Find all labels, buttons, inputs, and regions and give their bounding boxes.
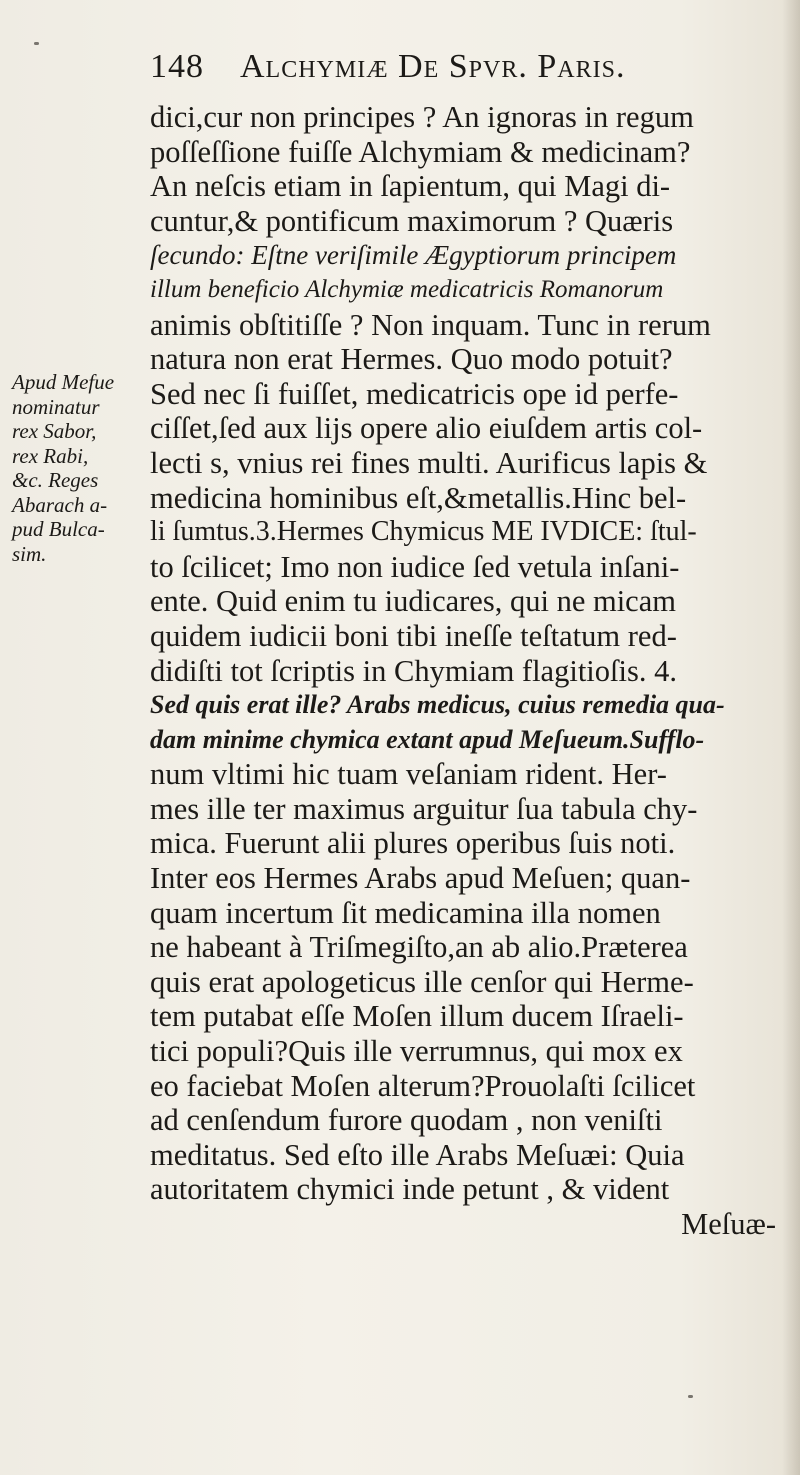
- margin-note-line: Abarach a-: [12, 492, 108, 517]
- text-line: ciſſet,ſed aux lijs opere alio eiuſdem artis col-: [150, 411, 703, 446]
- text-line: illum beneficio Alchymiæ medicatricis Romanorum: [150, 275, 664, 303]
- running-head: Alchymiæ De Spvr. Paris.: [240, 48, 626, 85]
- text-line: poſſeſſione fuiſſe Alchymiam & medicinam?: [150, 134, 691, 169]
- text-line: cuntur,& pontificum maximorum ? Quæris: [150, 203, 674, 238]
- ink-speck: [34, 42, 39, 45]
- margin-note: [12, 370, 152, 566]
- margin-note-line: Apud Mefue: [12, 370, 115, 394]
- text-line: dici,cur non principes ? An ignoras in regum: [150, 100, 694, 134]
- margin-note-line: nominatur: [12, 394, 100, 419]
- margin-note-line: sim.: [12, 541, 47, 566]
- text-line: to ſcilicet; Imo non iudice ſed vetula inſani-: [150, 549, 680, 584]
- text-line: num vltimi hic tuam veſaniam rident. Her-: [150, 757, 667, 792]
- margin-note-line: pud Bulca-: [12, 517, 105, 541]
- page-number: 148: [150, 48, 204, 85]
- text-line: meditatus. Sed eſto ille Arabs Meſuæi: Quia: [150, 1137, 685, 1172]
- text-line: ad cenſendum furore quodam , non veniſti: [150, 1103, 663, 1138]
- text-line: Sed quis erat ille? Arabs medicus, cuius remedia qua-: [150, 690, 725, 720]
- text-line: didiſti tot ſcriptis in Chymiam flagitioſis. 4.: [150, 653, 677, 688]
- text-line: medicina hominibus eſt,&metallis.Hinc bel-: [150, 480, 687, 515]
- margin-note-line: rex Rabi,: [12, 443, 89, 468]
- text-line: Inter eos Hermes Arabs apud Meſuen; quan-: [150, 861, 691, 896]
- text-line: mes ille ter maximus arguitur ſua tabula chy-: [150, 791, 698, 826]
- text-line: lecti s, vnius rei fines multi. Aurificus lapis &: [150, 445, 708, 480]
- catchword: Meſuæ-: [681, 1207, 776, 1241]
- text-line: ne habeant à Triſmegiſto,an ab alio.Præterea: [150, 930, 688, 965]
- text-line: Sed nec ſi fuiſſet, medicatricis ope id perfe-: [150, 376, 679, 411]
- ink-speck: [688, 1395, 693, 1398]
- text-line: ente. Quid enim tu iudicares, qui ne micam: [150, 584, 676, 619]
- text-line: autoritatem chymici inde petunt , & vident: [150, 1172, 670, 1207]
- text-line: quidem iudicii boni tibi ineſſe teſtatum red-: [150, 618, 677, 653]
- text-line: tici populi?Quis ille verrumnus, qui mox ex: [150, 1034, 683, 1069]
- text-line: mica. Fuerunt alii plures operibus ſuis noti.: [150, 826, 676, 861]
- page-header: [150, 48, 770, 86]
- text-line: An neſcis etiam in ſapientum, qui Magi di-: [150, 169, 671, 204]
- text-line: natura non erat Hermes. Quo modo potuit?: [150, 342, 673, 377]
- text-line: animis obſtitiſſe ? Non inquam. Tunc in rerum: [150, 307, 711, 342]
- text-line: quam incertum ſit medicamina illa nomen: [150, 895, 661, 930]
- body-text: [150, 100, 790, 1242]
- text-line: eo faciebat Moſen alterum?Prouolaſti ſcilicet: [150, 1068, 696, 1103]
- text-line: quis erat apologeticus ille cenſor qui Herme-: [150, 964, 694, 999]
- text-line: tem putabat eſſe Moſen illum ducem Iſraeli-: [150, 999, 684, 1034]
- text-line: ſecundo: Eſtne veriſimile Ægyptiorum principem: [150, 240, 677, 271]
- margin-note-line: &c. Reges: [12, 468, 99, 492]
- margin-note-line: rex Sabor,: [12, 419, 97, 443]
- text-line: dam minime chymica extant apud Meſueum.Sufflo-: [150, 724, 705, 754]
- text-line: li ſumtus.3.Hermes Chymicus ME IVDICE: ſtul-: [150, 516, 697, 548]
